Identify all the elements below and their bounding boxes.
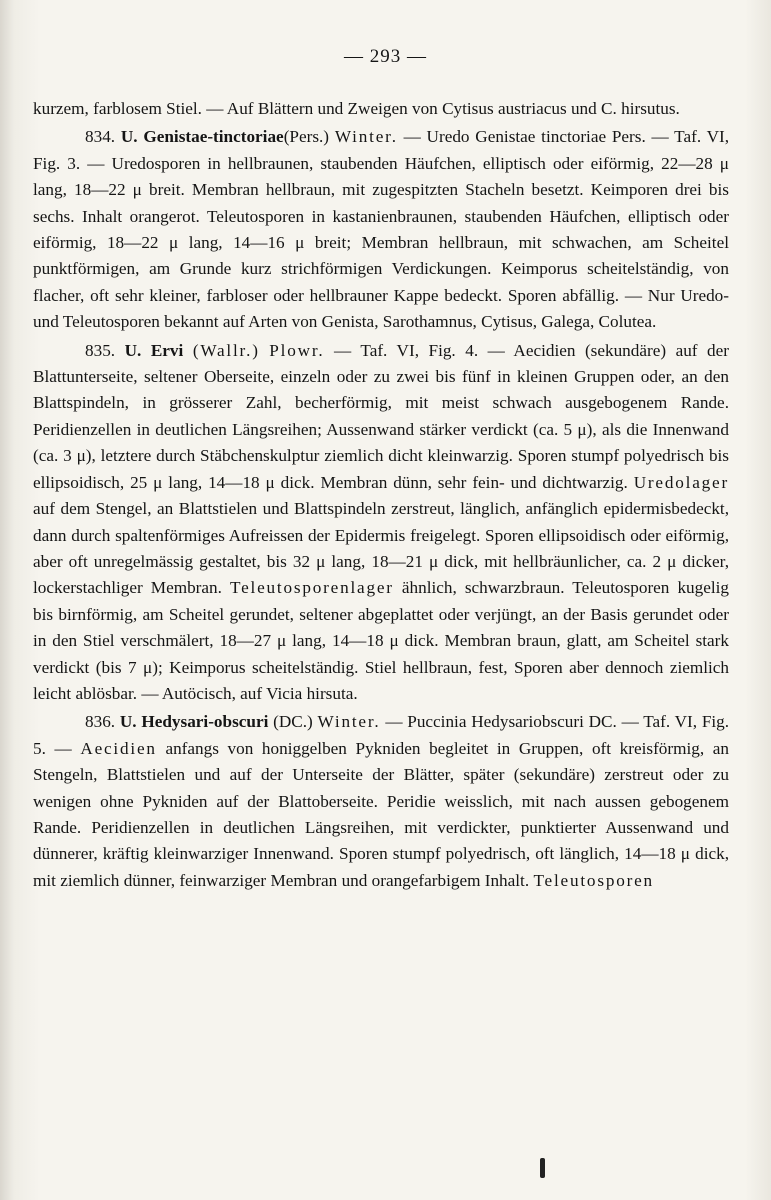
species-name: Ervi — [150, 340, 184, 360]
authority-name: Winter. — [317, 712, 381, 732]
species-name: Genistae-tinctoriae — [143, 127, 284, 147]
authority-name: Winter. — [334, 127, 398, 147]
continuation-text: kurzem, farblosem Stiel. — Auf Blättern und Zweigen von Cytisus austriacus und C. hirsutus. — [33, 99, 680, 118]
authority-parenthetic: (Pers.) — [283, 127, 330, 147]
entry-834 — [33, 124, 729, 335]
species-name: Hedysari-obscuri — [141, 712, 269, 732]
entry-body: auf dem Stengel, an Blattstielen und Blattspindeln zerstreut, länglich, anfänglich epidermisbedeckt, dann durch spaltenförmiges Aufreissen der Epidermis freigelegt. Sporen ellipsoidisch oder eiförmig, aber oft unregelmässig gestaltet, bis 32 μ lang, 18—21 μ dick, mit hellbräunlicher, ca. 2 μ dicker, lockerstachliger Membran. — [33, 499, 729, 598]
genus-abbrev: U. — [124, 340, 142, 360]
entry-number: 834. — [85, 127, 116, 147]
page-number: — 293 — — [344, 46, 427, 67]
genus-abbrev: U. — [120, 127, 138, 147]
entry-number: 835. — [85, 340, 116, 360]
text-body — [33, 96, 729, 896]
entry-835 — [33, 338, 729, 708]
entry-body: — Uredo Genistae tinctoriae Pers. — Taf. VI, Fig. 3. — Uredosporen in hellbraunen, staubenden Häufchen, elliptisch oder eiförmig, 22—28 μ lang, 18—22 μ breit. Membran hellbraun, mit zugespitzten Stacheln besetzt. Keimporen drei bis sechs. Inhalt orangerot. Teleutosporen in kastanienbraunen, staubenden Häufchen, elliptisch oder eiförmig, 18—22 μ lang, 14—16 μ breit; Membran hellbraun, mit schwachen, am Scheitel punktförmigen, am Grunde kurz strichförmigen Verdickungen. Keimporus scheitelständig, von flacher, oft sehr kleiner, farbloser oder hellbrauner Kappe bedeckt. Sporen abfällig. — Nur Uredo- und Teleutosporen bekannt auf Arten von Genista, Sarothamnus, Cytisus, Galega, Colutea. — [33, 127, 730, 332]
entry-number: 836. — [85, 712, 116, 732]
spaced-term: Uredolager — [633, 472, 729, 492]
authority-name: Plowr. — [269, 340, 325, 360]
authority-parenthetic: (Wallr.) — [192, 340, 260, 360]
spaced-term: Aecidien — [80, 738, 157, 758]
authority-parenthetic: (DC.) — [273, 712, 313, 732]
spaced-term: Teleutosporen — [533, 870, 654, 890]
entry-836 — [33, 709, 729, 894]
entry-body: — Taf. VI, Fig. 4. — Aecidien (sekundäre) auf der Blattunterseite, seltener Oberseite, einzeln oder zu zwei bis fünf in kleinen Gruppen oder, an den Blattspindeln, in grösserer Zahl, becherförmig, mit meist schwach ausgebogenem Rande. Peridienzellen in deutlichen Längsreihen; Aussenwand stärker verdickt (ca. 5 μ), als die Innenwand (ca. 3 μ), letztere durch Stäbchenskulptur ziemlich dicht kleinwarzig. Sporen stumpf polyedrisch bis ellipsoidisch, 25 μ lang, 14—18 μ dick. Membran dünn, sehr fein- und dichtwarzig. — [33, 340, 729, 492]
paragraph-continuation — [33, 96, 729, 122]
entry-body: — Puccinia Hedysariobscuri DC. — Taf. VI, Fig. 5. — — [33, 712, 730, 758]
spaced-term: Teleutosporenlager — [229, 578, 394, 598]
footer-print-mark — [540, 1158, 545, 1178]
entry-body: ähnlich, schwarzbraun. Teleutosporen kugelig bis birnförmig, am Scheitel gerundet, seltener abgeplattet oder verjüngt, an der Basis gerundet oder in den Stiel verschmälert, 18—27 μ lang, 14—18 μ dick. Membran braun, glatt, am Scheitel stark verdickt (bis 7 μ); Keimporus scheitelständig. Stiel hellbraun, fest, Sporen aber dennoch ziemlich leicht ablösbar. — Autöcisch, auf Vicia hirsuta. — [33, 578, 730, 703]
genus-abbrev: U. — [119, 712, 137, 732]
entry-body: anfangs von honiggelben Pykniden begleitet in Gruppen, oft kreisförmig, an Stengeln, Blattstielen und auf der Unterseite der Blätter, später (sekundäre) zerstreut oder zu wenigen ohne Pykniden auf der Blattoberseite. Peridie weisslich, mit nach aussen gebogenem Rande. Peridienzellen in deutlichen Längsreihen, mit verdickter, punktierter Aussenwand und dünnerer, kräftig kleinwarziger Innenwand. Sporen stumpf polyedrisch, oft länglich, 14—18 μ dick, mit ziemlich dünner, feinwarziger Membran und orangefarbigem Inhalt. — [33, 738, 730, 890]
